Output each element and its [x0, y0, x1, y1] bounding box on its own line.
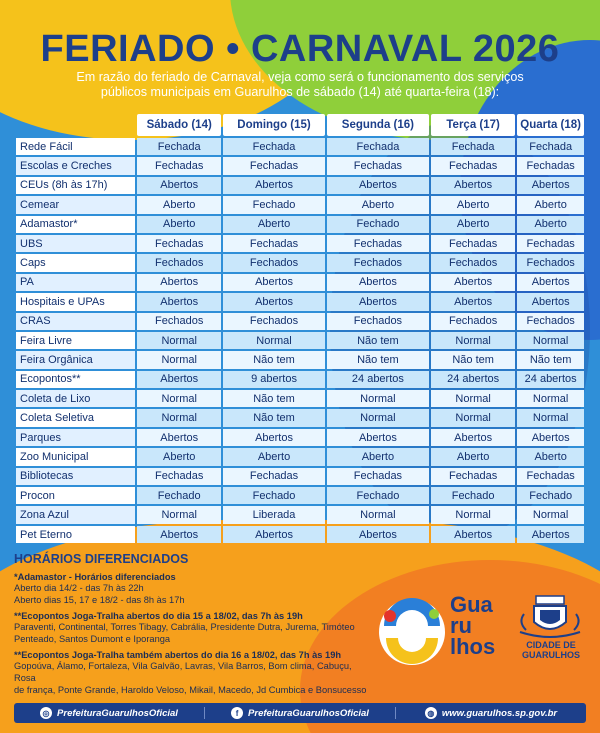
- status-cell: 24 abertos: [517, 371, 584, 388]
- footer-bar: [14, 703, 586, 723]
- column-header-wednesday: Quarta (18): [517, 114, 584, 136]
- status-cell: Abertos: [223, 429, 325, 446]
- note-ecopontos-2-line-2: de frança, Ponte Grande, Haroldo Veloso, Mikail, Macedo, Jd Cumbica e Bonsucesso: [14, 685, 367, 695]
- service-name-cell: Rede Fácil: [16, 138, 135, 155]
- notes-heading: HORÁRIOS DIFERENCIADOS: [14, 552, 189, 566]
- service-name-cell: Feira Orgânica: [16, 351, 135, 368]
- status-cell: Aberto: [137, 196, 221, 213]
- status-cell: Abertos: [517, 177, 584, 194]
- status-cell: Normal: [137, 351, 221, 368]
- service-name-cell: Ecopontos**: [16, 371, 135, 388]
- status-cell: Abertos: [137, 177, 221, 194]
- service-name-cell: CRAS: [16, 313, 135, 330]
- status-cell: Fechado: [517, 487, 584, 504]
- guarulhos-logo: [376, 590, 586, 680]
- status-cell: Fechadas: [223, 468, 325, 485]
- status-cell: 24 abertos: [327, 371, 429, 388]
- status-cell: Abertos: [327, 177, 429, 194]
- status-cell: Fechados: [517, 254, 584, 271]
- table-row: [16, 138, 584, 155]
- status-cell: Fechada: [327, 138, 429, 155]
- status-cell: Não tem: [327, 332, 429, 349]
- footer-facebook-handle: PrefeituraGuarulhosOficial: [248, 707, 369, 719]
- table-row: [16, 468, 584, 485]
- table-row: [16, 390, 584, 407]
- crest-caption: [516, 640, 586, 660]
- status-cell: Abertos: [223, 177, 325, 194]
- service-name-cell: Feira Livre: [16, 332, 135, 349]
- status-cell: Fechado: [223, 487, 325, 504]
- status-cell: Fechadas: [137, 468, 221, 485]
- table-row: [16, 448, 584, 465]
- table-row: [16, 313, 584, 330]
- crest-caption-top: CIDADE DE: [526, 640, 576, 650]
- page-title: FERIADO • CARNAVAL 2026: [40, 28, 560, 70]
- service-name-cell: Coleta de Lixo: [16, 390, 135, 407]
- status-cell: Abertos: [223, 274, 325, 291]
- status-cell: Aberto: [223, 448, 325, 465]
- status-cell: Fechada: [137, 138, 221, 155]
- status-cell: Fechados: [431, 313, 515, 330]
- status-cell: Normal: [431, 409, 515, 426]
- status-cell: Fechadas: [517, 468, 584, 485]
- status-cell: Aberto: [517, 196, 584, 213]
- status-cell: Não tem: [327, 351, 429, 368]
- footer-instagram-handle: PrefeituraGuarulhosOficial: [57, 707, 178, 719]
- column-header-sunday: Domingo (15): [223, 114, 325, 136]
- status-cell: Não tem: [223, 390, 325, 407]
- status-cell: Fechadas: [137, 235, 221, 252]
- wordmark-line-1: Gua: [450, 592, 493, 617]
- status-cell: Abertos: [137, 429, 221, 446]
- note-adamastor-line-1: Aberto dia 14/2 - das 7h às 22h: [14, 583, 144, 593]
- table-row: [16, 216, 584, 233]
- status-cell: Normal: [327, 390, 429, 407]
- note-adamastor-heading: *Adamastor - Horários diferenciados: [14, 572, 176, 582]
- status-cell: Normal: [431, 332, 515, 349]
- wordmark-line-2: ru: [450, 613, 472, 638]
- status-cell: 9 abertos: [223, 371, 325, 388]
- status-cell: Fechadas: [517, 157, 584, 174]
- status-cell: Fechados: [223, 254, 325, 271]
- status-cell: Normal: [327, 409, 429, 426]
- table-row: [16, 526, 584, 543]
- city-coat-of-arms-icon: [514, 592, 586, 640]
- column-header-monday: Segunda (16): [327, 114, 429, 136]
- status-cell: Fechado: [327, 216, 429, 233]
- status-cell: Fechadas: [327, 468, 429, 485]
- facebook-icon: f: [231, 707, 243, 719]
- footer-website-url: www.guarulhos.sp.gov.br: [441, 707, 558, 719]
- status-cell: Normal: [517, 409, 584, 426]
- status-cell: Normal: [517, 506, 584, 523]
- status-cell: Abertos: [137, 371, 221, 388]
- subtitle-line-2: públicos municipais em Guarulhos de sábado (14) até quarta-feira (18):: [100, 85, 500, 99]
- status-cell: Fechada: [431, 138, 515, 155]
- footer-website[interactable]: [395, 707, 586, 719]
- status-cell: Aberto: [327, 196, 429, 213]
- schedule-notes: [14, 552, 374, 696]
- table-row: [16, 351, 584, 368]
- status-cell: Fechada: [517, 138, 584, 155]
- column-header-saturday: Sábado (14): [137, 114, 221, 136]
- service-name-cell: Caps: [16, 254, 135, 271]
- page-subtitle: [60, 70, 540, 100]
- status-cell: Abertos: [431, 274, 515, 291]
- status-cell: Fechado: [223, 196, 325, 213]
- service-name-cell: Parques: [16, 429, 135, 446]
- table-row: [16, 293, 584, 310]
- subtitle-line-1: Em razão do feriado de Carnaval, veja como será o funcionamento dos serviços: [76, 70, 524, 84]
- status-cell: Abertos: [137, 293, 221, 310]
- table-row: [16, 429, 584, 446]
- table-row: [16, 196, 584, 213]
- status-cell: Abertos: [517, 274, 584, 291]
- status-cell: Abertos: [327, 293, 429, 310]
- service-name-cell: Coleta Seletiva: [16, 409, 135, 426]
- status-cell: Fechada: [223, 138, 325, 155]
- status-cell: Abertos: [223, 526, 325, 543]
- status-cell: Fechadas: [431, 468, 515, 485]
- service-name-cell: CEUs (8h às 17h): [16, 177, 135, 194]
- service-name-cell: Pet Eterno: [16, 526, 135, 543]
- table-row: [16, 274, 584, 291]
- service-name-cell: Zoo Municipal: [16, 448, 135, 465]
- table-row: [16, 487, 584, 504]
- service-name-cell: PA: [16, 274, 135, 291]
- status-cell: Fechados: [137, 254, 221, 271]
- status-cell: Abertos: [137, 274, 221, 291]
- table-row: [16, 506, 584, 523]
- globe-icon: ◍: [425, 707, 437, 719]
- status-cell: Normal: [137, 332, 221, 349]
- table-header-row: [16, 114, 584, 136]
- status-cell: Abertos: [517, 526, 584, 543]
- note-ecopontos-1-heading: **Ecopontos Joga-Tralha abertos do dia 15 a 18/02, das 7h às 19h: [14, 611, 303, 621]
- status-cell: Normal: [431, 390, 515, 407]
- service-name-cell: Procon: [16, 487, 135, 504]
- status-cell: Abertos: [223, 293, 325, 310]
- status-cell: Fechados: [327, 313, 429, 330]
- service-name-cell: Cemear: [16, 196, 135, 213]
- status-cell: Fechadas: [327, 235, 429, 252]
- status-cell: Abertos: [327, 526, 429, 543]
- note-adamastor-line-2: Aberto dias 15, 17 e 18/2 - das 8h às 17h: [14, 595, 185, 605]
- wordmark-line-3: lhos: [450, 634, 496, 659]
- status-cell: Aberto: [431, 448, 515, 465]
- table-row: [16, 177, 584, 194]
- status-cell: Fechado: [137, 487, 221, 504]
- footer-facebook[interactable]: [204, 707, 395, 719]
- status-cell: Normal: [517, 332, 584, 349]
- status-cell: Aberto: [327, 448, 429, 465]
- table-row: [16, 235, 584, 252]
- status-cell: Abertos: [431, 293, 515, 310]
- status-cell: Abertos: [431, 429, 515, 446]
- status-cell: Não tem: [223, 351, 325, 368]
- status-cell: Abertos: [517, 429, 584, 446]
- service-name-cell: Hospitais e UPAs: [16, 293, 135, 310]
- status-cell: Aberto: [517, 216, 584, 233]
- status-cell: Normal: [431, 506, 515, 523]
- status-cell: Abertos: [327, 429, 429, 446]
- status-cell: Normal: [327, 506, 429, 523]
- status-cell: Abertos: [327, 274, 429, 291]
- status-cell: Abertos: [137, 526, 221, 543]
- status-cell: Abertos: [431, 177, 515, 194]
- status-cell: Fechados: [517, 313, 584, 330]
- status-cell: Não tem: [431, 351, 515, 368]
- table-row: [16, 254, 584, 271]
- status-cell: Aberto: [517, 448, 584, 465]
- note-ecopontos-2-line-1: Gopoúva, Álamo, Fortaleza, Vila Galvão, Lavras, Vila Barros, Bom clima, Cabuçu, Rosa: [14, 661, 352, 683]
- status-cell: Aberto: [137, 216, 221, 233]
- status-cell: Fechados: [223, 313, 325, 330]
- crest-caption-city: GUARULHOS: [522, 650, 580, 660]
- status-cell: Fechadas: [431, 235, 515, 252]
- table-row: [16, 332, 584, 349]
- status-cell: Aberto: [431, 216, 515, 233]
- city-crest: [514, 592, 586, 668]
- table-row: [16, 157, 584, 174]
- service-name-cell: Escolas e Creches: [16, 157, 135, 174]
- status-cell: Fechadas: [517, 235, 584, 252]
- note-ecopontos-2-heading: **Ecopontos Joga-Tralha também abertos do dia 16 a 18/02, das 7h às 19h: [14, 650, 342, 660]
- status-cell: Fechadas: [431, 157, 515, 174]
- status-cell: Normal: [137, 506, 221, 523]
- schedule-table: [14, 112, 586, 545]
- footer-instagram[interactable]: [14, 707, 204, 719]
- guarulhos-wordmark: [450, 594, 495, 657]
- column-header-tuesday: Terça (17): [431, 114, 515, 136]
- table-corner: [16, 114, 135, 136]
- service-name-cell: UBS: [16, 235, 135, 252]
- status-cell: Normal: [137, 409, 221, 426]
- status-cell: Fechados: [327, 254, 429, 271]
- status-cell: 24 abertos: [431, 371, 515, 388]
- guarulhos-smile-icon: [376, 596, 448, 668]
- status-cell: Não tem: [517, 351, 584, 368]
- status-cell: Fechadas: [223, 157, 325, 174]
- status-cell: Aberto: [431, 196, 515, 213]
- status-cell: Abertos: [517, 293, 584, 310]
- status-cell: Não tem: [223, 409, 325, 426]
- status-cell: Normal: [517, 390, 584, 407]
- status-cell: Fechadas: [137, 157, 221, 174]
- status-cell: Abertos: [431, 526, 515, 543]
- table-row: [16, 371, 584, 388]
- service-name-cell: Adamastor*: [16, 216, 135, 233]
- status-cell: Aberto: [223, 216, 325, 233]
- instagram-icon: ◎: [40, 707, 52, 719]
- table-row: [16, 409, 584, 426]
- status-cell: Fechados: [137, 313, 221, 330]
- status-cell: Fechado: [431, 487, 515, 504]
- status-cell: Normal: [137, 390, 221, 407]
- status-cell: Fechadas: [223, 235, 325, 252]
- status-cell: Fechados: [431, 254, 515, 271]
- status-cell: Liberada: [223, 506, 325, 523]
- status-cell: Fechadas: [327, 157, 429, 174]
- service-name-cell: Zona Azul: [16, 506, 135, 523]
- status-cell: Aberto: [137, 448, 221, 465]
- note-ecopontos-1-line-2: Penteado, Santos Dumont e Iporanga: [14, 634, 171, 644]
- note-ecopontos-1-line-1: Paraventi, Continental, Torres Tibagy, Cabrália, Presidente Dutra, Jurema, Timóteo: [14, 622, 355, 632]
- status-cell: Fechado: [327, 487, 429, 504]
- service-name-cell: Bibliotecas: [16, 468, 135, 485]
- status-cell: Normal: [223, 332, 325, 349]
